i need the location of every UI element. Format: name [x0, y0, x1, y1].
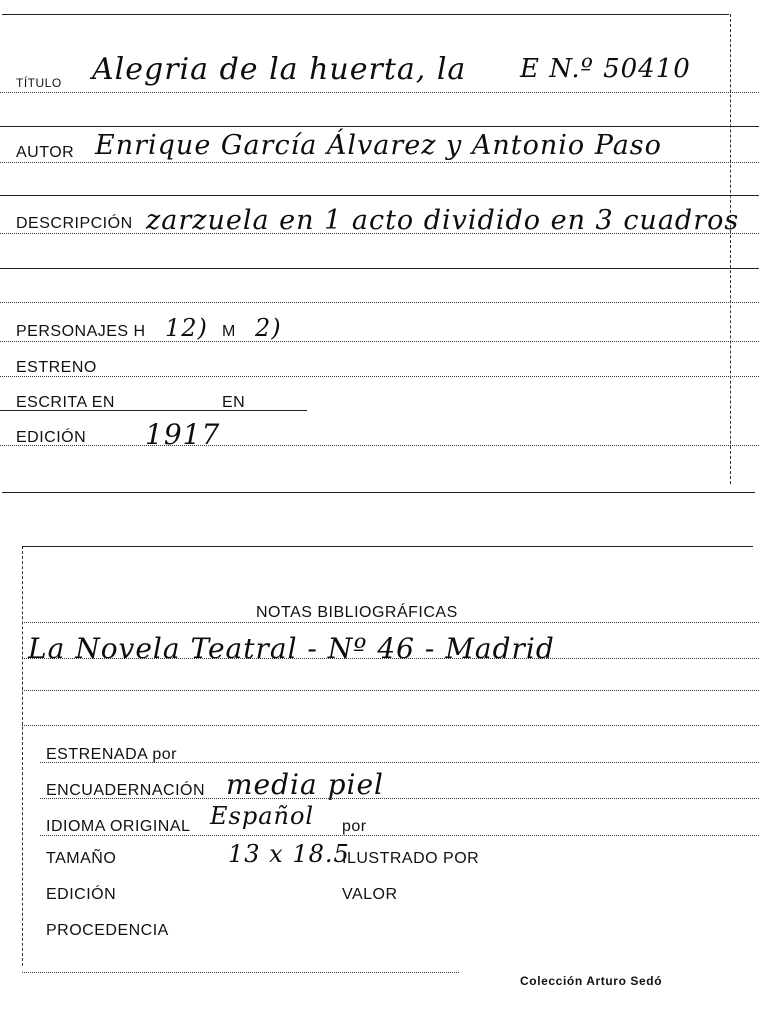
rule-6	[0, 268, 759, 269]
estrenada-label: ESTRENADA por	[46, 746, 177, 763]
descripcion-value: zarzuela en 1 acto dividido en 3 cuadros	[146, 205, 740, 236]
rule-8	[0, 341, 759, 342]
escrita-en-label: EN	[222, 394, 246, 411]
encuadernacion-value: media piel	[226, 768, 384, 801]
rule-c2-3	[22, 690, 759, 691]
notas-label: NOTAS BIBLIOGRÁFICAS	[256, 604, 458, 621]
card-top-edge	[2, 14, 729, 15]
personajes-label: PERSONAJES H	[16, 323, 146, 340]
valor-label: VALOR	[342, 886, 398, 903]
estreno-label: ESTRENO	[16, 359, 97, 376]
card-bottom-edge	[2, 492, 755, 493]
card2-top-edge	[22, 546, 753, 547]
rule-c2-4	[22, 725, 759, 726]
rule-4	[0, 195, 759, 196]
notas-value: La Novela Teatral - Nº 46 - Madrid	[28, 632, 555, 665]
autor-label: AUTOR	[16, 144, 75, 161]
personajes-h-value: 12)	[165, 314, 208, 342]
autor-value: Enrique García Álvarez y Antonio Paso	[95, 130, 662, 161]
titulo-label: TÍTULO	[16, 76, 62, 90]
edicion2-label: EDICIÓN	[46, 886, 117, 903]
rule-9	[0, 376, 759, 377]
idioma-label: IDIOMA ORIGINAL	[46, 818, 191, 835]
rule-3	[0, 162, 759, 163]
rule-1	[0, 92, 759, 93]
personajes-m-value: 2)	[255, 314, 282, 342]
rule-c2-6	[40, 798, 759, 799]
rule-11	[0, 445, 759, 446]
personajes-m-label: M	[222, 323, 236, 340]
rule-2	[0, 126, 759, 127]
rule-7	[0, 302, 759, 303]
catalog-card-top	[0, 0, 759, 495]
rule-c2-2	[22, 658, 759, 659]
idioma-value: Español	[210, 802, 315, 830]
tamano-label: TAMAÑO	[46, 850, 117, 867]
rule-5	[0, 233, 759, 234]
ilustrado-label: ILUSTRADO POR	[342, 850, 480, 867]
rule-c2-1	[22, 622, 759, 623]
edicion-label: EDICIÓN	[16, 429, 87, 446]
card2-left-edge	[22, 546, 23, 966]
por-label: por	[342, 818, 367, 835]
procedencia-label: PROCEDENCIA	[46, 922, 169, 939]
rule-c2-7	[40, 835, 759, 836]
rule-10	[0, 410, 307, 411]
descripcion-label: DESCRIPCIÓN	[16, 215, 133, 232]
card-right-edge	[730, 14, 731, 484]
rule-c2-8	[22, 972, 459, 973]
catalog-number: E N.º 50410	[520, 54, 691, 84]
edicion-value: 1917	[145, 418, 221, 451]
collection-stamp: Colección Arturo Sedó	[520, 974, 663, 988]
encuadernacion-label: ENCUADERNACIÓN	[46, 782, 206, 799]
escrita-label: ESCRITA EN	[16, 394, 115, 411]
rule-c2-5	[40, 762, 759, 763]
tamano-value: 13 x 18.5	[228, 840, 350, 868]
catalog-card-bottom	[0, 540, 759, 1028]
titulo-value: Alegria de la huerta, la	[92, 52, 467, 87]
